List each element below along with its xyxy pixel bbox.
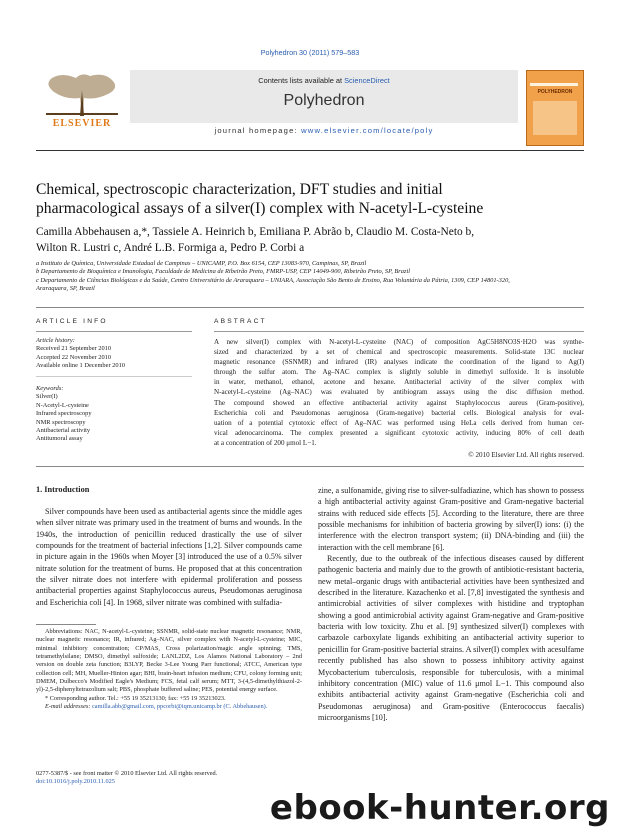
intro-paragraph-right-1: zine, a sulfonamide, giving rise to silver-sulfadiazine, which has shown to possess a high antibacterial activity against Gram-positive and Gram-negative bacterial strains with reduced side effects [5]. According to the literature, there are three possible mechanisms for inhibition of bacteria growing by silver(I) ions: (i) the interference with the electron transport system; (ii) DNA-binding and (iii) the interaction with the cell membrane [6]. — [318, 486, 584, 552]
abstract-line: through the sulfur atom. The Ag–NAC complex is slightly soluble in dimethyl sulfoxide. It is insoluble — [214, 368, 584, 377]
intro-paragraph-left: Silver compounds have been used as antibacterial agents since the middle ages when silver nitrate was primary used in the treatment of burns and wounds. In the 1940s, the introduction of penicillin reduced drastically the use of silver compounds for the treatment of bacterial infections [1,2]. Silver compounds came in picture again in the 1960s when Moyer [3] introduced the use of a 0.5% silver nitrate solution for the treatment of burns. He proposed that at this concentration the silver nitrate does not interfere with epidermal proliferation and possess antibacterial properties against Staphylococcus aureus, Pseudomonas aeruginosa and Escherichia coli [4]. In 1968, silver nitrate was combined with sulfadia- — [36, 507, 302, 607]
history-online: Available online 1 December 2010 — [36, 362, 125, 370]
intro-right-column — [318, 485, 584, 723]
affiliation-b: b Departamento de Bioquímica e Imunologia, Faculdade de Medicina de Ribeirão Preto, FMRP-USP, CEP 14049-900, Ribeirão Preto, SP, Brazil — [36, 268, 411, 276]
abstract-line: N-acetyl-L-cysteine (Ag–NAC) was evaluated by antibiogram assays using the disc diffusion method. — [214, 388, 584, 397]
homepage-line — [130, 126, 518, 135]
keyword-item: Infrared spectroscopy — [36, 410, 92, 418]
abstract-line: magnetic resonance (SSNMR) and infrared (IR) analyses indicate the coordination of the ligand to Ag(I) — [214, 358, 584, 367]
sciencedirect-link[interactable]: ScienceDirect — [344, 76, 390, 85]
doi-link[interactable]: doi:10.1016/j.poly.2010.11.025 — [36, 778, 115, 786]
abstract-line: sized and characterized by a set of chemical and spectroscopic measurements. Solid-state 13C nuclear — [214, 348, 584, 357]
abstract-rule — [214, 331, 584, 332]
watermark: ebook-hunter.org — [269, 788, 610, 828]
abstract-bottom-rule — [36, 466, 584, 467]
corresponding-author-note: * Corresponding author. Tel.: +55 19 35213130; fax: +55 19 35213023. — [45, 694, 226, 702]
footnote-rule — [36, 624, 96, 625]
keywords — [36, 385, 196, 444]
affiliation-a: a Instituto de Química, Universidade Estadual de Campinas – UNICAMP, P.O. Box 6154, CEP 13083-970, Campinas, SP, Brazil — [36, 260, 367, 267]
elsevier-wordmark: ELSEVIER — [52, 118, 112, 129]
contents-line — [130, 76, 518, 85]
abstract-line: Escherichia coli and Pseudomonas aeruginosa (Gram-negative) bacterial cells. Biological analysis for eval- — [214, 408, 584, 417]
article-title-line-2: pharmacological assays of a silver(I) complex with N-acetyl-L-cysteine — [36, 200, 484, 217]
affiliation-c-line-1: c Departamento de Ciências Biológicas e da Saúde, Centro Universitário de Araraquara – UNIARA, Associação São Bento de Ensino, Rua Voluntária da Pátria, 1309, CEP 14801-320, — [36, 276, 510, 284]
history-label: Article history: — [36, 337, 75, 344]
keyword-item: Silver(I) — [36, 393, 58, 401]
author-list — [36, 225, 606, 256]
email-addresses[interactable]: camilla.abb@gmail.com, ppcorbi@iqm.unicamp.br (C. Abbehausen). — [92, 703, 268, 711]
abstract-heading: ABSTRACT — [214, 318, 267, 325]
affiliation-c-line-2: Araraquara, SP, Brazil — [36, 285, 95, 293]
issn-block — [36, 770, 336, 787]
article-title — [36, 180, 596, 218]
contents-prefix: Contents lists available at — [258, 76, 345, 85]
homepage-link[interactable]: www.elsevier.com/locate/poly — [301, 126, 434, 135]
header-rule — [36, 150, 584, 151]
abstract-line: vical adenocarcinoma. The complex presented a significant cytotoxic activity, inducing 80% of cell death — [214, 428, 584, 437]
authors-line-2: Wilton R. Lustri c, André L.B. Formiga a, Pedro P. Corbi a — [36, 241, 305, 254]
elsevier-tree-icon — [36, 70, 128, 118]
abstract-body — [214, 337, 584, 460]
abstract-line: A new silver(I) complex with N-acetyl-L-cysteine (NAC) of composition AgC5H8NO3S·H2O was synthe- — [214, 338, 584, 346]
article-history — [36, 337, 196, 371]
email-note — [36, 703, 302, 711]
issn-line: 0277-5387/$ - see front matter © 2010 Elsevier Ltd. All rights reserved. — [36, 770, 218, 777]
history-rule — [36, 376, 192, 377]
journal-header-box — [130, 70, 518, 123]
authors-line-1: Camilla Abbehausen a,*, Tassiele A. Heinrich b, Emiliana P. Abrão b, Claudio M. Costa-Neto b, — [36, 226, 475, 238]
history-received: Received 21 September 2010 — [36, 345, 112, 353]
abstract-line: in water, methanol, ethanol, acetone and hexane. Antibacterial activity of the silver complex with — [214, 378, 584, 387]
keyword-item: N-Acetyl-L-cysteine — [36, 401, 89, 409]
journal-reference[interactable]: Polyhedron 30 (2011) 579–583 — [260, 48, 360, 57]
intro-left-column — [36, 506, 302, 608]
history-accepted: Accepted 22 November 2010 — [36, 353, 112, 361]
abstract-line: uation of a potential cytotoxic effect of Ag–NAC was performed using HeLa cells derived from human cer- — [214, 418, 584, 427]
keyword-item: Antibacterial activity — [36, 427, 91, 435]
journal-cover[interactable] — [526, 70, 584, 146]
elsevier-logo — [36, 70, 128, 130]
affiliations-rule — [36, 307, 584, 308]
journal-title: Polyhedron — [283, 92, 365, 109]
article-info-heading: ARTICLE INFO — [36, 318, 108, 325]
keywords-label: Keywords: — [36, 385, 64, 392]
intro-paragraph-right-2: Recently, due to the outbreak of the infectious diseases caused by different pathogenic bacteria and mainly due to the growth of antibiotic-resistant bacteria, new metal–organic drugs with antibacterial activities have been synthesized and described in the literature. Kazachenko et al. [7,8] investigated the synthesis and antimicrobial activities of silver complexes with histidine and tryptophan showing a good antimicrobial activity against Gram-negative and Gram-positive bacteria with low toxicity. Zhu et al. [9] synthesized silver(I) complexes with carbazole carboxylate ligands exhibiting an antibacterial activity superior to penicillin for Gram-positive bacterial strains. A silver(I) complex with acesulfame recently published has also shown to possess inhibitory activity against Mycobacterium tuberculosis, responsible for tuberculosis, with a minimal inhibitory concentration (MIC) value of 11.6 μmol L−1. This compound also exhibits antibacterial activity against Gram-negative (Escherichia coli and Pseudomonas aeruginosa) and Gram-positive (Enterococcus faecalis) microorganisms [10]. — [318, 554, 584, 722]
cover-band — [530, 83, 578, 86]
keyword-item: NMR spectroscopy — [36, 418, 86, 426]
cover-title: POLYHEDRON — [537, 89, 573, 95]
abbreviations-footnote: Abbreviations: NAC, N-acetyl-L-cysteine; SSNMR, solid-state nuclear magnetic resonance; NMR, nuclear magnetic resonance; IR, infrared; Ag–NAC, silver complex with N-acetyl-L-cysteine; MIC, minimal inhibitory concentration; CP/MAS, Cross polarization/magic angle spinning; TMS, tetramethylsilane; DMSO, dimethyl sulfoxide; LANL2DZ, Los Alamos National Laboratory – 2nd version on double zeta function; B3LYP, Becke 3-Lee Young Parr functional; ATCC, American type collection cell; MH, Mueller-Hinton agar; BHI, brain-heart infusion medium; CFU, colony forming unit; DMEM, Dulbecco's Modified Eagle's Medium; FCS, fetal calf serum; MTT, 3-(4,5-dimethylthiazol-2-yl)-2,5-diphenyltetrazolium salt; PBS, phosphate buffered saline; PES, potential energy surface. — [36, 628, 302, 694]
introduction-heading: 1. Introduction — [36, 485, 90, 494]
footnotes — [36, 628, 302, 711]
abstract-line: The compound showed an effective antibacterial activity against Staphylococcus aureus (Gram-positive), — [214, 398, 584, 407]
keyword-item: Antitumoral assay — [36, 435, 83, 443]
abstract-line: at a concentration of 200 μmol L−1. — [214, 438, 317, 447]
homepage-prefix: journal homepage: — [214, 126, 302, 135]
article-info-rule — [36, 331, 192, 332]
article-title-line-1: Chemical, spectroscopic characterization, DFT studies and initial — [36, 181, 443, 198]
copyright: © 2010 Elsevier Ltd. All rights reserved. — [468, 451, 584, 460]
cover-panel — [533, 101, 577, 135]
affiliations — [36, 260, 596, 294]
email-label: E-mail addresses: — [45, 703, 92, 711]
